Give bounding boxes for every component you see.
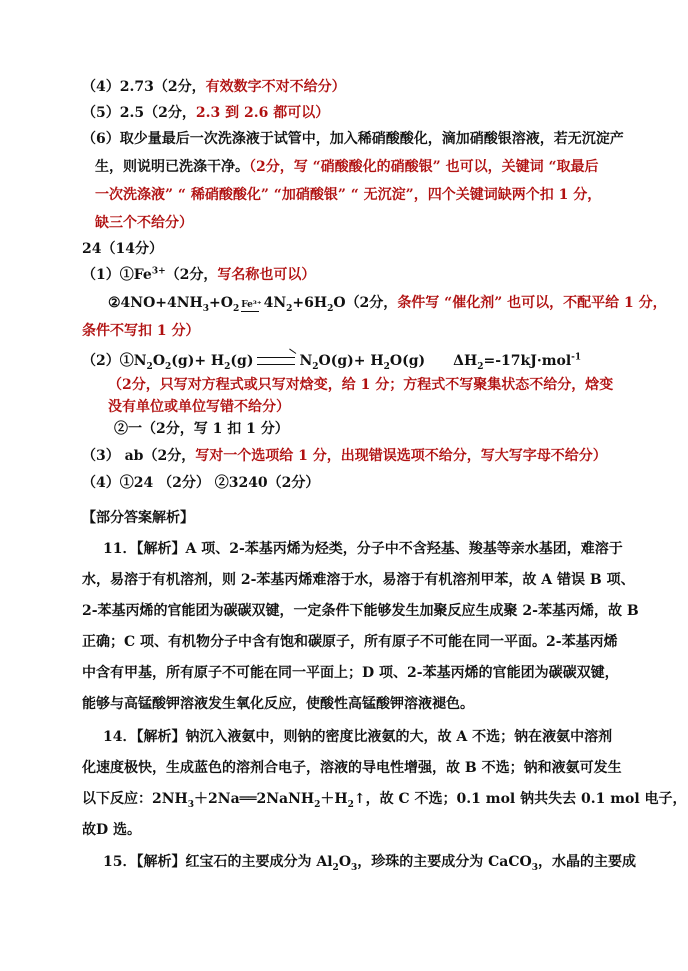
- answer-6-line-2: 生，则说明已洗涤干净。（2分，写 “硝酸酸化的硝酸银” 也可以，关键词 “取最后: [95, 159, 599, 175]
- q24-part-1-equation: $②4NO+4NH_3+O_2$ Fe³⁺ $4N_2+6H_2O(2$分，条件写 “催化剂” 也可以，不配平给 1 分，: [108, 295, 667, 314]
- answer-4: （4）2.73（2分，有效数字不对不给分）: [82, 79, 346, 95]
- analysis-11-line: 11．【解析】A 项、2-苯基丙烯为烃类，分子中不含羟基、羧基等亲水基团，难溶于: [103, 541, 623, 557]
- analysis-11-line: 中含有甲基，所有原子不可能在同一平面上；D 项、2-苯基丙烯的官能团为碳碳双键，: [82, 665, 619, 681]
- analysis-14-line-4: 故D 选。: [82, 822, 142, 838]
- answer-4-note: 有效数字不对不给分）: [205, 79, 346, 95]
- question-24-heading: 24（14分）: [82, 241, 163, 257]
- q24-part-2-sub-2: ②一（2分，写 1 扣 1 分）: [114, 421, 289, 437]
- analysis-11-line: 能够与高锰酸钾溶液发生氧化反应，使酸性高锰酸钾溶液褪色。: [82, 696, 474, 712]
- q24-part-2-note-2: 没有单位或单位写错不给分）: [108, 399, 290, 415]
- answer-6-line-4: 缺三个不给分）: [95, 215, 193, 231]
- analysis-14-line-3: 以下反应：$2NH_3+2Na══2NaNH_2+H_2↑$，故 C 不选；0.1 mol 钠共失去 0.1 mol 电子，: [82, 791, 687, 810]
- q24-part-2-note-1: （2分，只写对方程式或只写对焓变，给 1 分；方程式不写聚集状态不给分，焓变: [108, 377, 614, 393]
- analysis-14-line-2: 化速度极快，生成蓝色的溶剂合电子，溶液的导电性增强，故 B 不选；钠和液氨可发生: [82, 760, 622, 776]
- answer-6-line-3: 一次洗涤液” “ 稀硝酸酸化” “加硝酸银” “ 无沉淀”，四个关键词缺两个扣 1 分，: [95, 187, 602, 203]
- answer-5-note: 2.3 到 2.6 都可以）: [195, 105, 330, 121]
- analysis-11-line: 正确；C 项、有机物分子中含有饱和碳原子，所有原子不可能在同一平面。2-苯基丙烯: [82, 634, 618, 650]
- q24-part-4: （4）①24 （2分） ②3240（2分）: [82, 475, 320, 491]
- analysis-11-line: 2-苯基丙烯的官能团为碳碳双键，一定条件下能够发生加聚反应生成聚 2-苯基丙烯，故 B: [82, 603, 639, 619]
- answer-6-line-1: （6）取少量最后一次洗涤液于试管中，加入稀硝酸酸化，滴加硝酸银溶液，若无沉淀产: [82, 131, 624, 147]
- analysis-14-line-1: 14．【解析】钠沉入液氨中，则钠的密度比液氨的大，故 A 不选；钠在液氨中溶剂: [103, 729, 613, 745]
- q24-part-1-note: 条件不写扣 1 分）: [82, 323, 200, 339]
- q24-part-1: $(1)①Fe^{3+}(2$分，写名称也可以）: [82, 266, 316, 283]
- analysis-heading: 【部分答案解析】: [82, 510, 194, 526]
- q24-part-2-equation: $(2)①N_2O_2(g)+ H_2(g)$ $N_2O(g)+ H_2O(g)$ $\Delta H_2=-17kJ\cdot mol^{-1}$: [82, 352, 582, 372]
- q24-part-3: （3） ab（2分，写对一个选项给 1 分，出现错误选项不给分，写大写字母不给分）: [82, 448, 607, 464]
- catalyst-arrow: Fe³⁺: [241, 300, 262, 310]
- analysis-15-line-1: 15．【解析】红宝石的主要成分为 $Al_2O_3$，珍珠的主要成分为 CaCO$_3$，水晶的主要成: [103, 854, 636, 873]
- analysis-11-line: 水，易溶于有机溶剂，则 2-苯基丙烯难溶于水，易溶于有机溶剂甲苯，故 A 错误 B 项、: [82, 572, 635, 588]
- equilibrium-arrow: [257, 357, 295, 365]
- answer-5: （5）2.5（2分，2.3 到 2.6 都可以）: [82, 105, 330, 121]
